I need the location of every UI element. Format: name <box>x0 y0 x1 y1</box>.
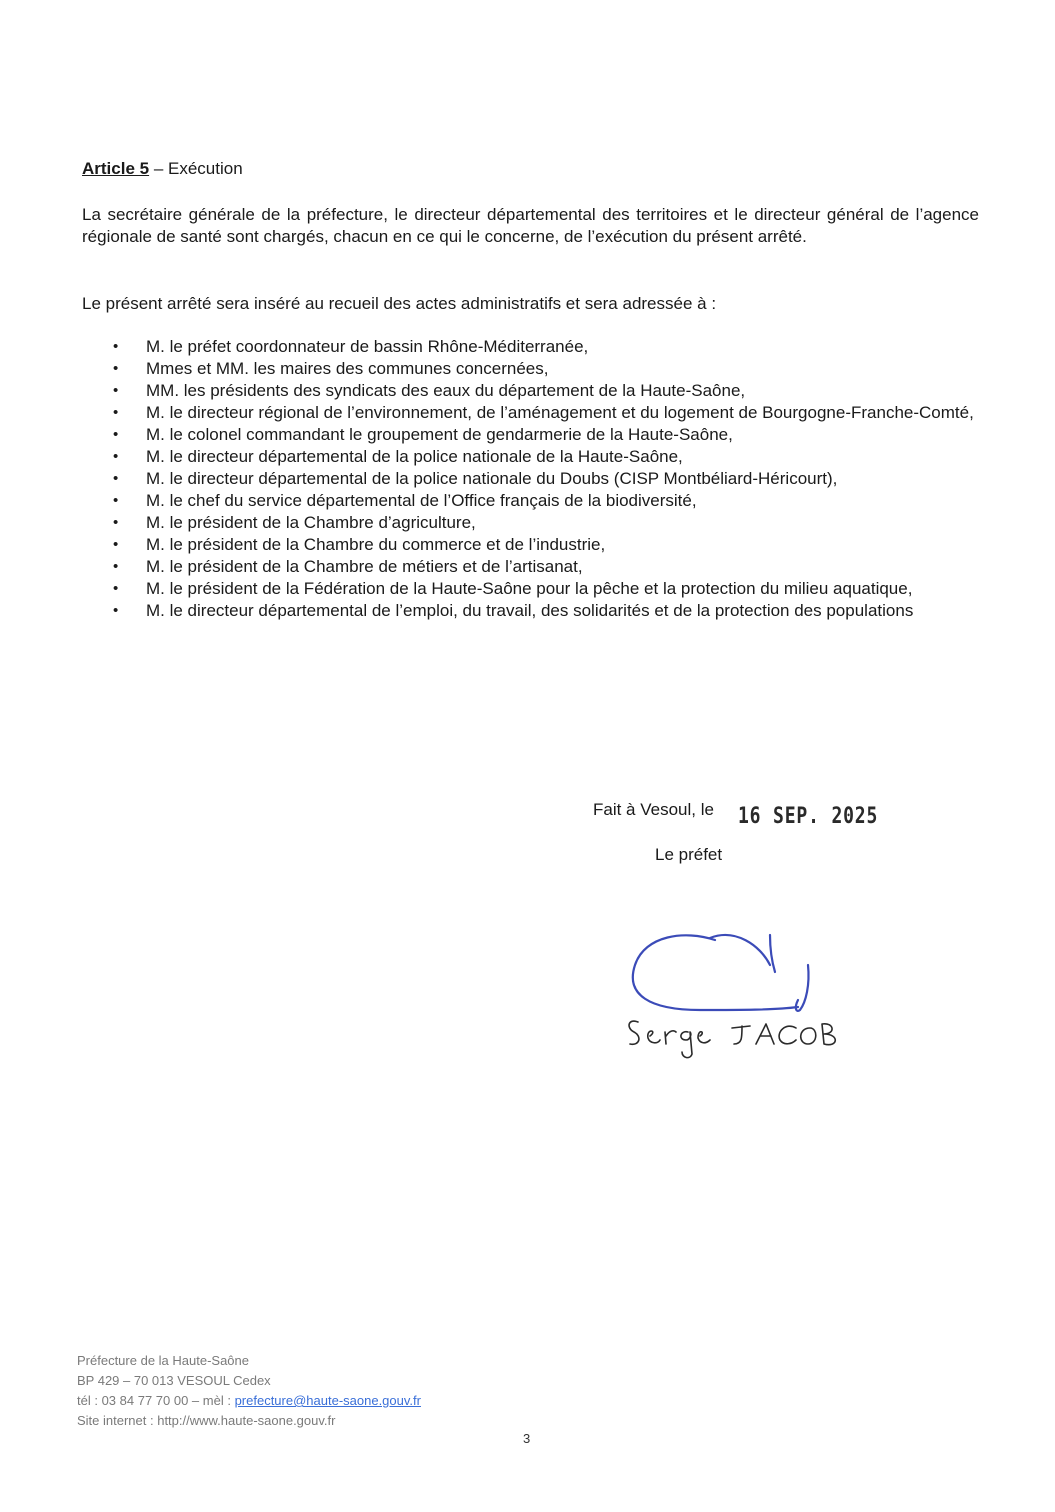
footer-email-link[interactable]: prefecture@haute-saone.gouv.fr <box>234 1393 421 1408</box>
recipient-item: • M. le président de la Chambre de métiers et de l’artisanat, <box>82 556 979 578</box>
place-label: Fait à Vesoul, le <box>593 800 714 819</box>
recipient-item: • M. le directeur départemental de la police nationale de la Haute-Saône, <box>82 446 979 468</box>
footer-line-postal: BP 429 – 70 013 VESOUL Cedex <box>77 1373 271 1388</box>
execution-paragraph: La secrétaire générale de la préfecture, le directeur départemental des territoires et le directeur général de l’agence régionale de santé sont chargés, chacun en ce qui le concerne, de l’exécution du présent arrêté. <box>82 205 979 246</box>
recipient-item: • Mmes et MM. les maires des communes concernées, <box>82 358 979 380</box>
signature-name-serge <box>629 1021 710 1058</box>
recipient-item: • M. le préfet coordonnateur de bassin Rhône-Méditerranée, <box>82 336 979 358</box>
recipient-item: • MM. les présidents des syndicats des eaux du département de la Haute-Saône, <box>82 380 979 402</box>
signer-title: Le préfet <box>655 845 723 864</box>
signature-tick-stroke <box>770 935 775 972</box>
recipient-item: • M. le directeur départemental de la police nationale du Doubs (CISP Montbéliard-Héricourt), <box>82 468 979 490</box>
date-stamp: 16 SEP. 2025 <box>738 804 879 829</box>
recipient-list <box>82 336 979 622</box>
recipient-item: • M. le président de la Chambre du commerce et de l’industrie, <box>82 534 979 556</box>
footer-phone: tél : 03 84 77 70 00 – mèl : <box>77 1393 235 1408</box>
footer-line-website: Site internet : http://www.haute-saone.gouv.fr <box>77 1413 336 1428</box>
distribution-paragraph: Le présent arrêté sera inséré au recueil des actes administratifs et sera adressée à : <box>82 294 717 313</box>
recipient-item: • M. le directeur régional de l’environnement, de l’aménagement et du logement de Bourgogne-Franche-Comté, <box>82 402 979 424</box>
signature-loop-top <box>710 935 770 965</box>
article-number: Article 5 <box>82 159 150 178</box>
article-title: Exécution <box>168 159 243 178</box>
recipient-item: • M. le président de la Chambre d’agriculture, <box>82 512 979 534</box>
recipient-item: • M. le chef du service départemental de l’Office français de la biodiversité, <box>82 490 979 512</box>
recipient-item: • M. le président de la Fédération de la Haute-Saône pour la pêche et la protection du milieu aquatique, <box>82 578 979 600</box>
article-separator: – <box>149 159 168 178</box>
signature-name-jacob <box>732 1024 835 1045</box>
article-heading <box>82 159 243 179</box>
footer-line-contact <box>77 1391 421 1411</box>
signature-loop-stroke <box>633 935 798 1010</box>
footer-line-prefecture: Préfecture de la Haute-Saône <box>77 1353 249 1368</box>
recipient-item: • M. le directeur départemental de l’emploi, du travail, des solidarités et de la protection des populations <box>82 600 979 622</box>
footer-address <box>77 1351 421 1431</box>
page-number: 3 <box>523 1431 531 1446</box>
handwritten-signature <box>610 910 870 1070</box>
recipient-item: • M. le colonel commandant le groupement de gendarmerie de la Haute-Saône, <box>82 424 979 446</box>
signature-tail-stroke <box>796 965 809 1011</box>
